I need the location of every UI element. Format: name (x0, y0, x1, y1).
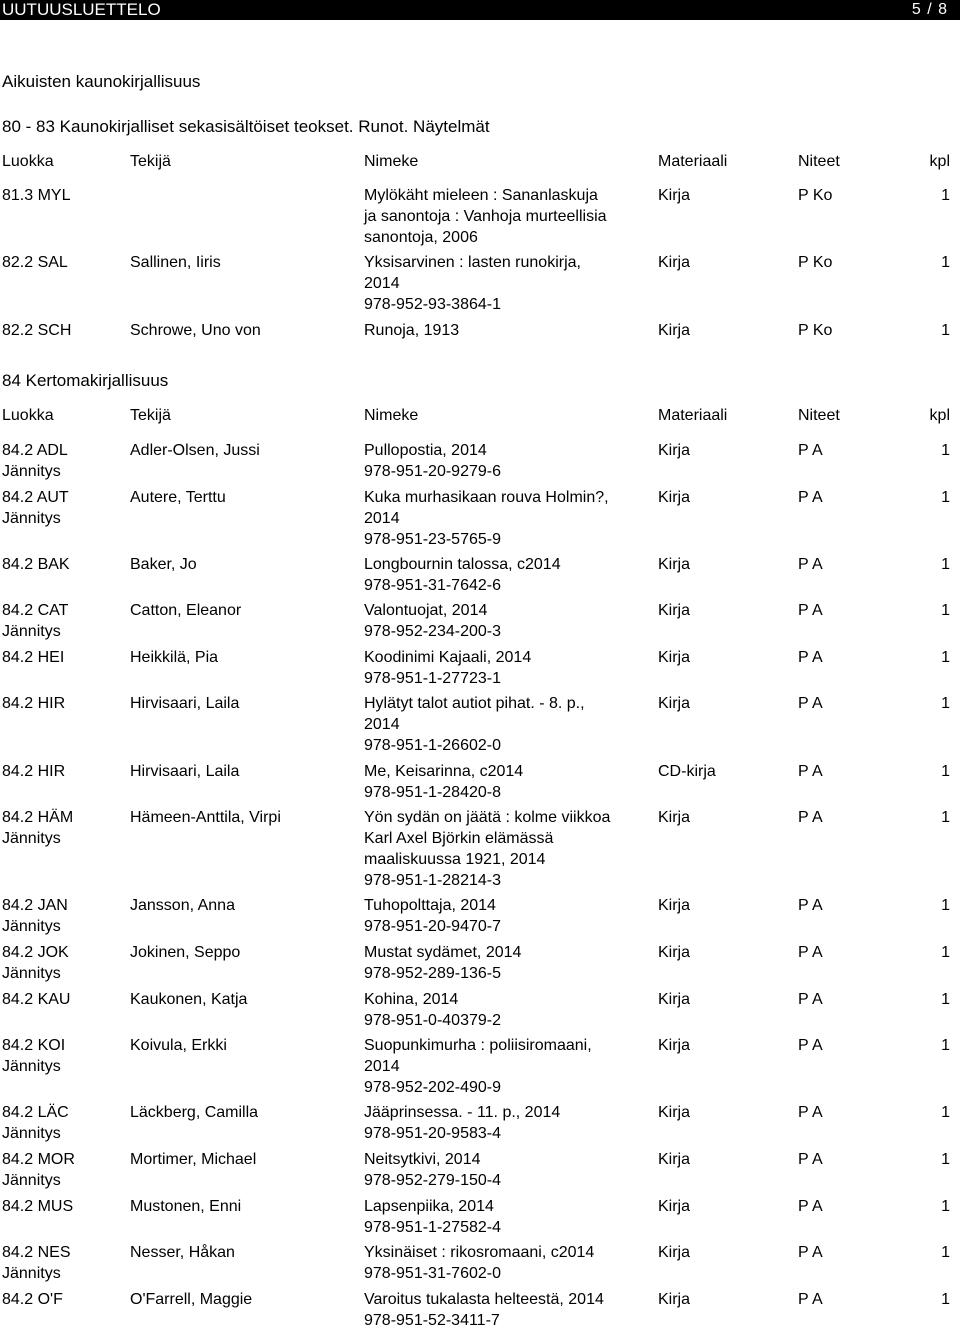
page-heading: Aikuisten kaunokirjallisuus (2, 72, 201, 91)
cell-kpl: 1 (941, 944, 950, 961)
cell-tekija: Jansson, Anna (130, 897, 235, 914)
nimeke-line: Lapsenpiika, 2014 (364, 1198, 494, 1215)
cell-kpl: 1 (941, 556, 950, 573)
cell-materiaali: Kirja (658, 1291, 691, 1308)
cell-kpl: 1 (941, 695, 950, 712)
cell-materiaali: Kirja (658, 1198, 691, 1215)
cell-nimeke (364, 1196, 644, 1238)
cell-tekija: Autere, Terttu (130, 489, 226, 506)
luokka-line: Jännitys (2, 1172, 61, 1189)
cell-niteet: P A (798, 944, 823, 961)
col-luokka: Luokka (2, 407, 54, 424)
cell-tekija: Jokinen, Seppo (130, 944, 241, 961)
luokka-line: 84.2 MOR (2, 1151, 75, 1168)
cell-tekija: Mustonen, Enni (130, 1198, 242, 1215)
nimeke-line: 978-951-52-3411-7 (364, 1312, 500, 1329)
cell-materiaali: Kirja (658, 897, 691, 914)
nimeke-line: 2014 (364, 510, 400, 527)
cell-materiaali: Kirja (658, 322, 691, 339)
cell-niteet: P A (798, 649, 823, 666)
cell-niteet: P A (798, 1104, 823, 1121)
nimeke-line: 978-952-234-200-3 (364, 623, 501, 640)
cell-luokka (2, 807, 122, 849)
luokka-line: 84.2 HÄM (2, 809, 74, 826)
cell-kpl: 1 (941, 763, 950, 780)
cell-luokka (2, 600, 122, 642)
luokka-line: 84.2 HEI (2, 649, 65, 666)
luokka-line: 84.2 KAU (2, 991, 71, 1008)
cell-materiaali: Kirja (658, 1104, 691, 1121)
cell-tekija: Heikkilä, Pia (130, 649, 219, 666)
cell-luokka (2, 647, 122, 668)
nimeke-line: Hylätyt talot autiot pihat. - 8. p., (364, 695, 585, 712)
luokka-line: 84.2 CAT (2, 602, 69, 619)
cell-nimeke (364, 252, 644, 315)
nimeke-line: 978-951-20-9279-6 (364, 463, 501, 480)
luokka-line: Jännitys (2, 1125, 61, 1142)
nimeke-line: 2014 (364, 716, 400, 733)
cell-materiaali: Kirja (658, 649, 691, 666)
cell-nimeke (364, 487, 644, 550)
cell-kpl: 1 (941, 1151, 950, 1168)
cell-kpl: 1 (941, 442, 950, 459)
cell-luokka (2, 1035, 122, 1077)
nimeke-line: Kohina, 2014 (364, 991, 459, 1008)
cell-tekija: Adler-Olsen, Jussi (130, 442, 260, 459)
cell-nimeke (364, 1242, 644, 1284)
cell-kpl: 1 (941, 187, 950, 204)
cell-nimeke (364, 1149, 644, 1191)
nimeke-line: Pullopostia, 2014 (364, 442, 487, 459)
nimeke-line: 978-951-20-9583-4 (364, 1125, 501, 1142)
cell-tekija: Hämeen-Anttila, Virpi (130, 809, 281, 826)
luokka-line: 84.2 BAK (2, 556, 70, 573)
cell-luokka (2, 895, 122, 937)
top-bar (0, 0, 960, 20)
nimeke-line: 978-951-1-27582-4 (364, 1219, 501, 1236)
luokka-line: 84.2 O'F (2, 1291, 63, 1308)
cell-niteet: P A (798, 602, 823, 619)
cell-kpl: 1 (941, 254, 950, 271)
luokka-line: 84.2 LÄC (2, 1104, 69, 1121)
cell-tekija: O'Farrell, Maggie (130, 1291, 253, 1308)
cell-kpl: 1 (941, 1244, 950, 1261)
cell-kpl: 1 (941, 991, 950, 1008)
cell-tekija: Hirvisaari, Laila (130, 763, 240, 780)
section-title: 80 - 83 Kaunokirjalliset sekasisältöiset teokset. Runot. Näytelmät (2, 117, 490, 136)
cell-materiaali: Kirja (658, 1244, 691, 1261)
nimeke-line: Suopunkimurha : poliisiromaani, (364, 1037, 592, 1054)
column-header-row (0, 151, 960, 173)
col-tekija: Tekijä (130, 407, 171, 424)
cell-niteet: P A (798, 695, 823, 712)
cell-niteet: P A (798, 809, 823, 826)
luokka-line: 84.2 MUS (2, 1198, 74, 1215)
cell-luokka (2, 989, 122, 1010)
luokka-line: Jännitys (2, 965, 61, 982)
nimeke-line: Me, Keisarinna, c2014 (364, 763, 524, 780)
luokka-line: 84.2 KOI (2, 1037, 66, 1054)
col-niteet: Niteet (798, 153, 840, 170)
cell-niteet: P A (798, 442, 823, 459)
nimeke-line: Yksisarvinen : lasten runokirja, (364, 254, 581, 271)
cell-kpl: 1 (941, 649, 950, 666)
cell-tekija: Läckberg, Camilla (130, 1104, 259, 1121)
cell-materiaali: Kirja (658, 489, 691, 506)
cell-tekija: Mortimer, Michael (130, 1151, 257, 1168)
nimeke-line: Tuhopolttaja, 2014 (364, 897, 496, 914)
cell-luokka (2, 440, 122, 482)
cell-materiaali: Kirja (658, 695, 691, 712)
luokka-line: Jännitys (2, 918, 61, 935)
cell-nimeke (364, 807, 644, 891)
cell-niteet: P A (798, 897, 823, 914)
luokka-line: 84.2 JAN (2, 897, 68, 914)
cell-tekija: Koivula, Erkki (130, 1037, 227, 1054)
cell-kpl: 1 (941, 1198, 950, 1215)
nimeke-line: Yön sydän on jäätä : kolme viikkoa (364, 809, 611, 826)
cell-luokka (2, 252, 122, 273)
cell-luokka (2, 1149, 122, 1191)
nimeke-line: 2014 (364, 1058, 400, 1075)
nimeke-line: 978-951-1-28214-3 (364, 872, 501, 889)
nimeke-line: Mylökäht mieleen : Sananlaskuja (364, 187, 598, 204)
cell-luokka (2, 320, 122, 341)
cell-materiaali: Kirja (658, 809, 691, 826)
luokka-line: Jännitys (2, 830, 61, 847)
luokka-line: 84.2 ADL (2, 442, 68, 459)
cell-nimeke (364, 1035, 644, 1098)
nimeke-line: maaliskuussa 1921, 2014 (364, 851, 546, 868)
cell-tekija: Nesser, Håkan (130, 1244, 235, 1261)
cell-tekija: Schrowe, Uno von (130, 322, 261, 339)
nimeke-line: 978-952-202-490-9 (364, 1079, 501, 1096)
nimeke-line: 978-951-0-40379-2 (364, 1012, 501, 1029)
luokka-line: 82.2 SAL (2, 254, 68, 271)
luokka-line: Jännitys (2, 623, 61, 640)
cell-materiaali: Kirja (658, 991, 691, 1008)
column-header-row (0, 405, 960, 427)
cell-nimeke (364, 600, 644, 642)
nimeke-line: Runoja, 1913 (364, 322, 460, 339)
cell-tekija: Kaukonen, Katja (130, 991, 248, 1008)
cell-niteet: P A (798, 763, 823, 780)
luokka-line: 84.2 HIR (2, 695, 66, 712)
nimeke-line: Mustat sydämet, 2014 (364, 944, 522, 961)
cell-materiaali: Kirja (658, 442, 691, 459)
luokka-line: Jännitys (2, 1058, 61, 1075)
cell-nimeke (364, 320, 644, 341)
cell-nimeke (364, 440, 644, 482)
cell-kpl: 1 (941, 809, 950, 826)
nimeke-line: 978-951-31-7642-6 (364, 577, 501, 594)
cell-luokka (2, 761, 122, 782)
nimeke-line: Kuka murhasikaan rouva Holmin?, (364, 489, 609, 506)
cell-luokka (2, 1289, 122, 1310)
cell-nimeke (364, 647, 644, 689)
col-nimeke: Nimeke (364, 153, 419, 170)
cell-nimeke (364, 895, 644, 937)
cell-niteet: P A (798, 1291, 823, 1308)
cell-luokka (2, 554, 122, 575)
cell-niteet: P A (798, 556, 823, 573)
luokka-line: 84.2 AUT (2, 489, 69, 506)
nimeke-line: 978-951-20-9470-7 (364, 918, 501, 935)
nimeke-line: 2014 (364, 275, 400, 292)
nimeke-line: 978-952-289-136-5 (364, 965, 501, 982)
cell-tekija: Catton, Eleanor (130, 602, 242, 619)
cell-materiaali: Kirja (658, 187, 691, 204)
cell-niteet: P A (798, 1198, 823, 1215)
cell-luokka (2, 1196, 122, 1217)
cell-nimeke (364, 989, 644, 1031)
luokka-line: 84.2 HIR (2, 763, 66, 780)
cell-materiaali: CD-kirja (658, 763, 716, 780)
cell-materiaali: Kirja (658, 1037, 691, 1054)
luokka-line: Jännitys (2, 510, 61, 527)
col-kpl: kpl (929, 407, 950, 424)
cell-niteet: P A (798, 489, 823, 506)
col-materiaali: Materiaali (658, 407, 728, 424)
luokka-line: Jännitys (2, 1265, 61, 1282)
col-materiaali: Materiaali (658, 153, 728, 170)
nimeke-line: Yksinäiset : rikosromaani, c2014 (364, 1244, 595, 1261)
cell-nimeke (364, 693, 644, 756)
cell-nimeke (364, 1289, 644, 1331)
col-tekija: Tekijä (130, 153, 171, 170)
cell-luokka (2, 1102, 122, 1144)
luokka-line: 84.2 NES (2, 1244, 71, 1261)
cell-niteet: P A (798, 991, 823, 1008)
nimeke-line: 978-951-1-26602-0 (364, 737, 501, 754)
cell-kpl: 1 (941, 1291, 950, 1308)
section-title: 84 Kertomakirjallisuus (2, 371, 169, 390)
cell-luokka (2, 1242, 122, 1284)
cell-luokka (2, 487, 122, 529)
nimeke-line: Varoitus tukalasta helteestä, 2014 (364, 1291, 604, 1308)
nimeke-line: 978-952-93-3864-1 (364, 296, 501, 313)
cell-niteet: P Ko (798, 322, 833, 339)
cell-kpl: 1 (941, 1037, 950, 1054)
cell-nimeke (364, 554, 644, 596)
nimeke-line: 978-951-1-28420-8 (364, 784, 501, 801)
nimeke-line: 978-951-23-5765-9 (364, 531, 501, 548)
nimeke-line: 978-951-31-7602-0 (364, 1265, 501, 1282)
cell-materiaali: Kirja (658, 944, 691, 961)
cell-niteet: P A (798, 1151, 823, 1168)
cell-luokka (2, 185, 122, 206)
cell-nimeke (364, 185, 644, 248)
cell-materiaali: Kirja (658, 254, 691, 271)
cell-materiaali: Kirja (658, 556, 691, 573)
cell-luokka (2, 942, 122, 984)
cell-niteet: P A (798, 1244, 823, 1261)
nimeke-line: Longbournin talossa, c2014 (364, 556, 561, 573)
nimeke-line: sanontoja, 2006 (364, 229, 478, 246)
cell-kpl: 1 (941, 1104, 950, 1121)
cell-kpl: 1 (941, 489, 950, 506)
nimeke-line: Valontuojat, 2014 (364, 602, 488, 619)
nimeke-line: 978-951-1-27723-1 (364, 670, 501, 687)
nimeke-line: ja sanontoja : Vanhoja murteellisia (364, 208, 607, 225)
col-niteet: Niteet (798, 407, 840, 424)
luokka-line: 82.2 SCH (2, 322, 72, 339)
nimeke-line: Koodinimi Kajaali, 2014 (364, 649, 532, 666)
cell-kpl: 1 (941, 602, 950, 619)
cell-luokka (2, 693, 122, 714)
nimeke-line: Jääprinsessa. - 11. p., 2014 (364, 1104, 561, 1121)
cell-niteet: P A (798, 1037, 823, 1054)
cell-tekija: Hirvisaari, Laila (130, 695, 240, 712)
cell-niteet: P Ko (798, 254, 833, 271)
nimeke-line: Neitsytkivi, 2014 (364, 1151, 481, 1168)
nimeke-line: Karl Axel Björkin elämässä (364, 830, 554, 847)
cell-materiaali: Kirja (658, 1151, 691, 1168)
cell-nimeke (364, 761, 644, 803)
cell-kpl: 1 (941, 322, 950, 339)
col-luokka: Luokka (2, 153, 54, 170)
luokka-line: Jännitys (2, 463, 61, 480)
cell-tekija: Baker, Jo (130, 556, 197, 573)
cell-kpl: 1 (941, 897, 950, 914)
cell-tekija: Sallinen, Iiris (130, 254, 221, 271)
col-kpl: kpl (929, 153, 950, 170)
luokka-line: 81.3 MYL (2, 187, 71, 204)
cell-niteet: P Ko (798, 187, 833, 204)
page-number: 5 / 8 (911, 1, 948, 18)
luokka-line: 84.2 JOK (2, 944, 69, 961)
cell-nimeke (364, 1102, 644, 1144)
cell-materiaali: Kirja (658, 602, 691, 619)
cell-nimeke (364, 942, 644, 984)
col-nimeke: Nimeke (364, 407, 419, 424)
nimeke-line: 978-952-279-150-4 (364, 1172, 501, 1189)
document-title: UUTUUSLUETTELO (2, 0, 161, 19)
